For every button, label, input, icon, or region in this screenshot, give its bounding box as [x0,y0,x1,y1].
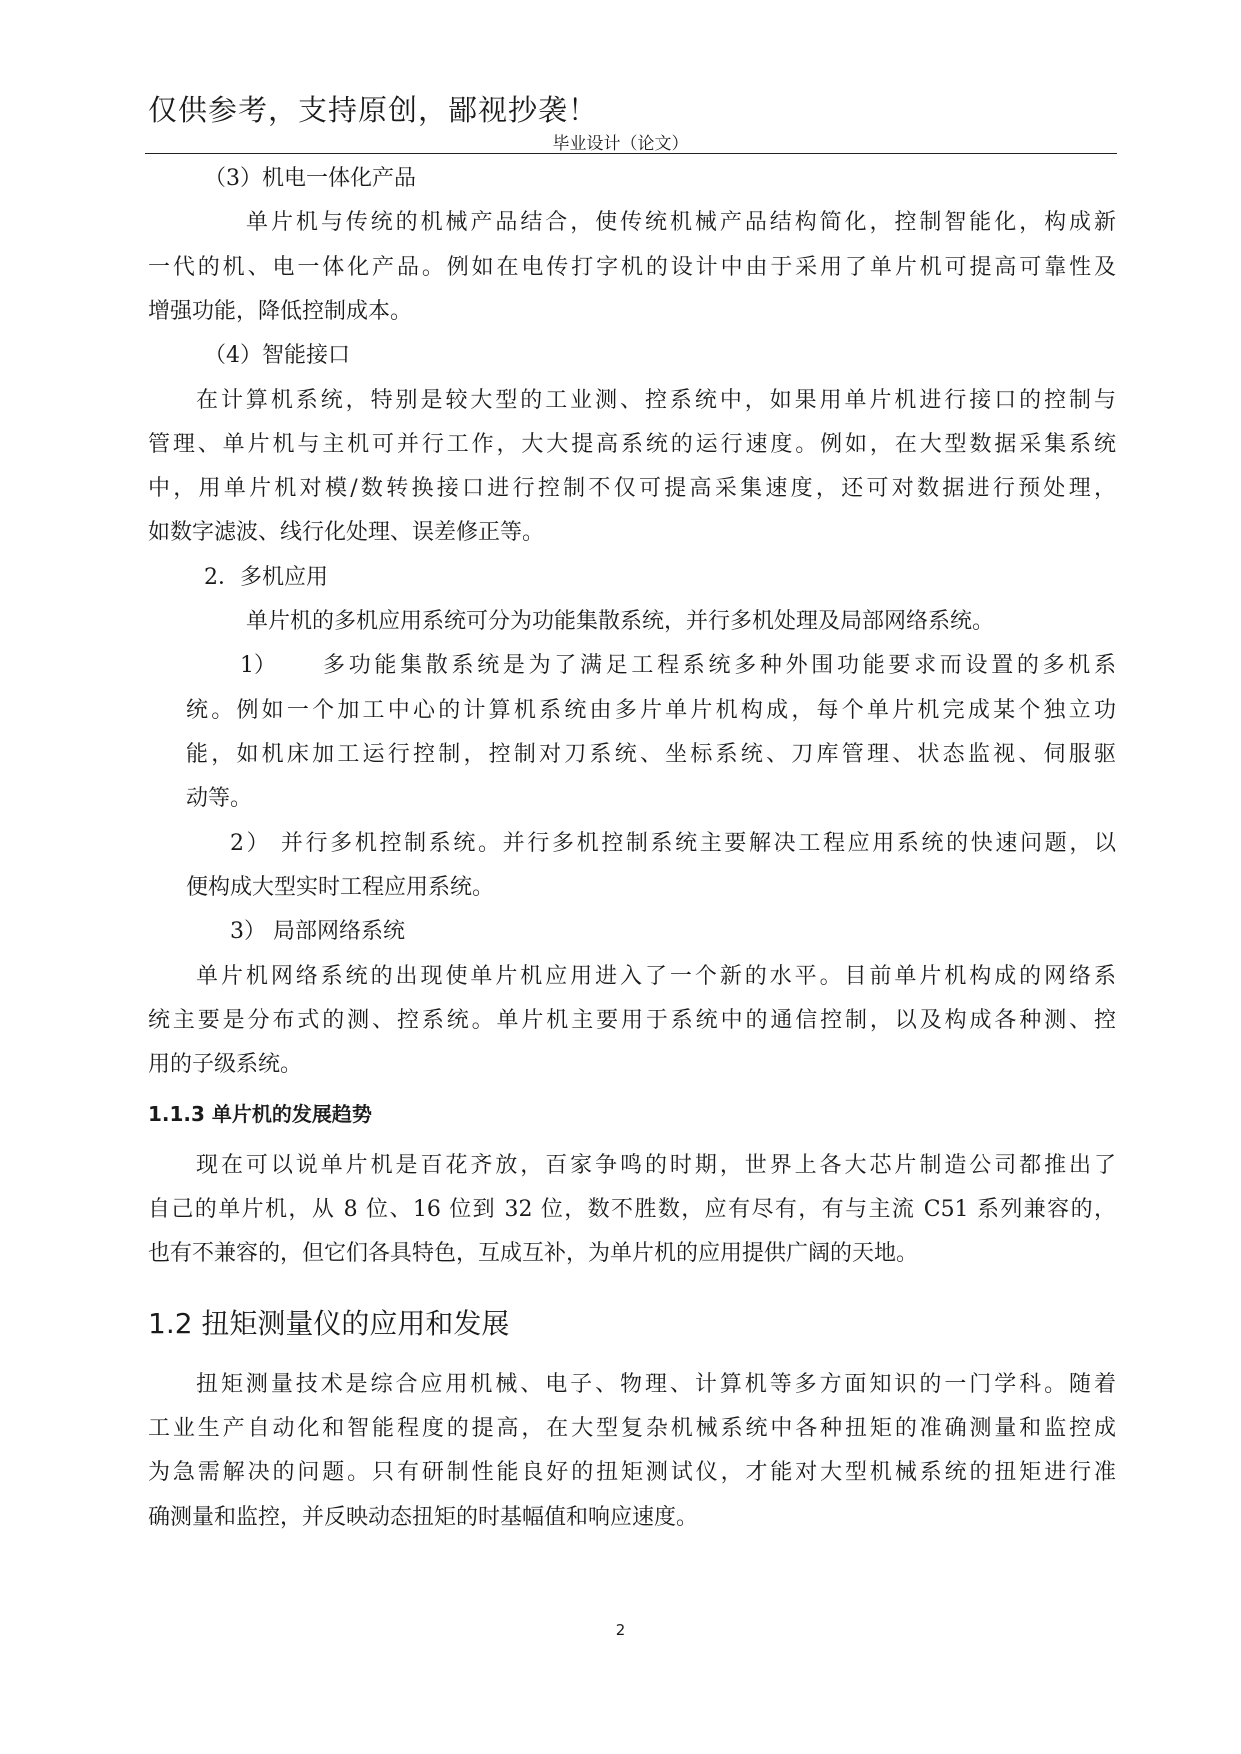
paragraph-line: 确测量和监控，并反映动态扭矩的时基幅值和响应速度。 [148,1505,699,1530]
subsection-heading: 2．多机应用 [204,565,328,590]
subsection-heading: （3）机电一体化产品 [204,166,416,191]
subsection-heading: 3） 局部网络系统 [230,919,405,944]
paragraph-line: 一代的机、电一体化产品。例如在电传打字机的设计中由于采用了单片机可提高可靠性及 [148,255,1116,280]
list-marker: 1） [240,653,276,678]
paragraph-line: 工业生产自动化和智能程度的提高，在大型复杂机械系统中各种扭矩的准确测量和监控成 [148,1416,1116,1441]
paragraph-line: 扭矩测量技术是综合应用机械、电子、物理、计算机等多方面知识的一门学科。随着 [196,1372,1116,1397]
paragraph-line: 2） 并行多机控制系统。并行多机控制系统主要解决工程应用系统的快速问题，以 [230,831,1116,856]
watermark-text: 仅供参考，支持原创，鄙视抄袭！ [148,93,599,127]
section-heading-1-2: 1.2 扭矩测量仪的应用和发展 [148,1307,510,1340]
paragraph-line: 增强功能，降低控制成本。 [148,299,413,324]
paragraph-line: 在计算机系统，特别是较大型的工业测、控系统中，如果用单片机进行接口的控制与 [196,388,1116,413]
paragraph-line: 单片机网络系统的出现使单片机应用进入了一个新的水平。目前单片机构成的网络系 [196,964,1116,989]
paragraph-line: 如数字滤波、线行化处理、误差修正等。 [148,520,545,545]
paragraph-line: 现在可以说单片机是百花齐放，百家争鸣的时期，世界上各大芯片制造公司都推出了 [196,1153,1116,1178]
running-header: 毕业设计（论文） [552,134,689,154]
paragraph-line: 统主要是分布式的测、控系统。单片机主要用于系统中的通信控制，以及构成各种测、控 [148,1008,1116,1033]
paragraph-line: 单片机的多机应用系统可分为功能集散系统，并行多机处理及局部网络系统。 [246,609,995,634]
subsection-heading: （4）智能接口 [204,343,350,368]
paragraph-line: 自己的单片机，从 8 位、16 位到 32 位，数不胜数，应有尽有，有与主流 C51 系列兼容的， [148,1197,1116,1222]
paragraph-line: 便构成大型实时工程应用系统。 [186,875,495,900]
page-number: 2 [615,1621,626,1639]
paragraph-line: 统。例如一个加工中心的计算机系统由多片单片机构成，每个单片机完成某个独立功 [186,698,1116,723]
paragraph-line: 多功能集散系统是为了满足工程系统多种外围功能要求而设置的多机系 [323,653,1116,678]
paragraph-line: 也有不兼容的，但它们各具特色，互成互补，为单片机的应用提供广阔的天地。 [148,1241,919,1266]
paragraph-line: 单片机与传统的机械产品结合，使传统机械产品结构简化，控制智能化，构成新 [246,210,1116,235]
paragraph-line: 为急需解决的问题。只有研制性能良好的扭矩测试仪，才能对大型机械系统的扭矩进行准 [148,1460,1116,1485]
paragraph-line: 管理、单片机与主机可并行工作，大大提高系统的运行速度。例如，在大型数据采集系统 [148,432,1116,457]
paragraph-line: 中，用单片机对模/数转换接口进行控制不仅可提高采集速度，还可对数据进行预处理， [148,476,1116,501]
header-rule [145,153,1117,154]
section-heading-1-1-3: 1.1.3 单片机的发展趋势 [148,1102,372,1126]
paragraph-line: 能，如机床加工运行控制，控制对刀系统、坐标系统、刀库管理、状态监视、伺服驱 [186,742,1116,767]
paragraph-line: 动等。 [186,786,253,811]
paragraph-line: 用的子级系统。 [148,1052,303,1077]
